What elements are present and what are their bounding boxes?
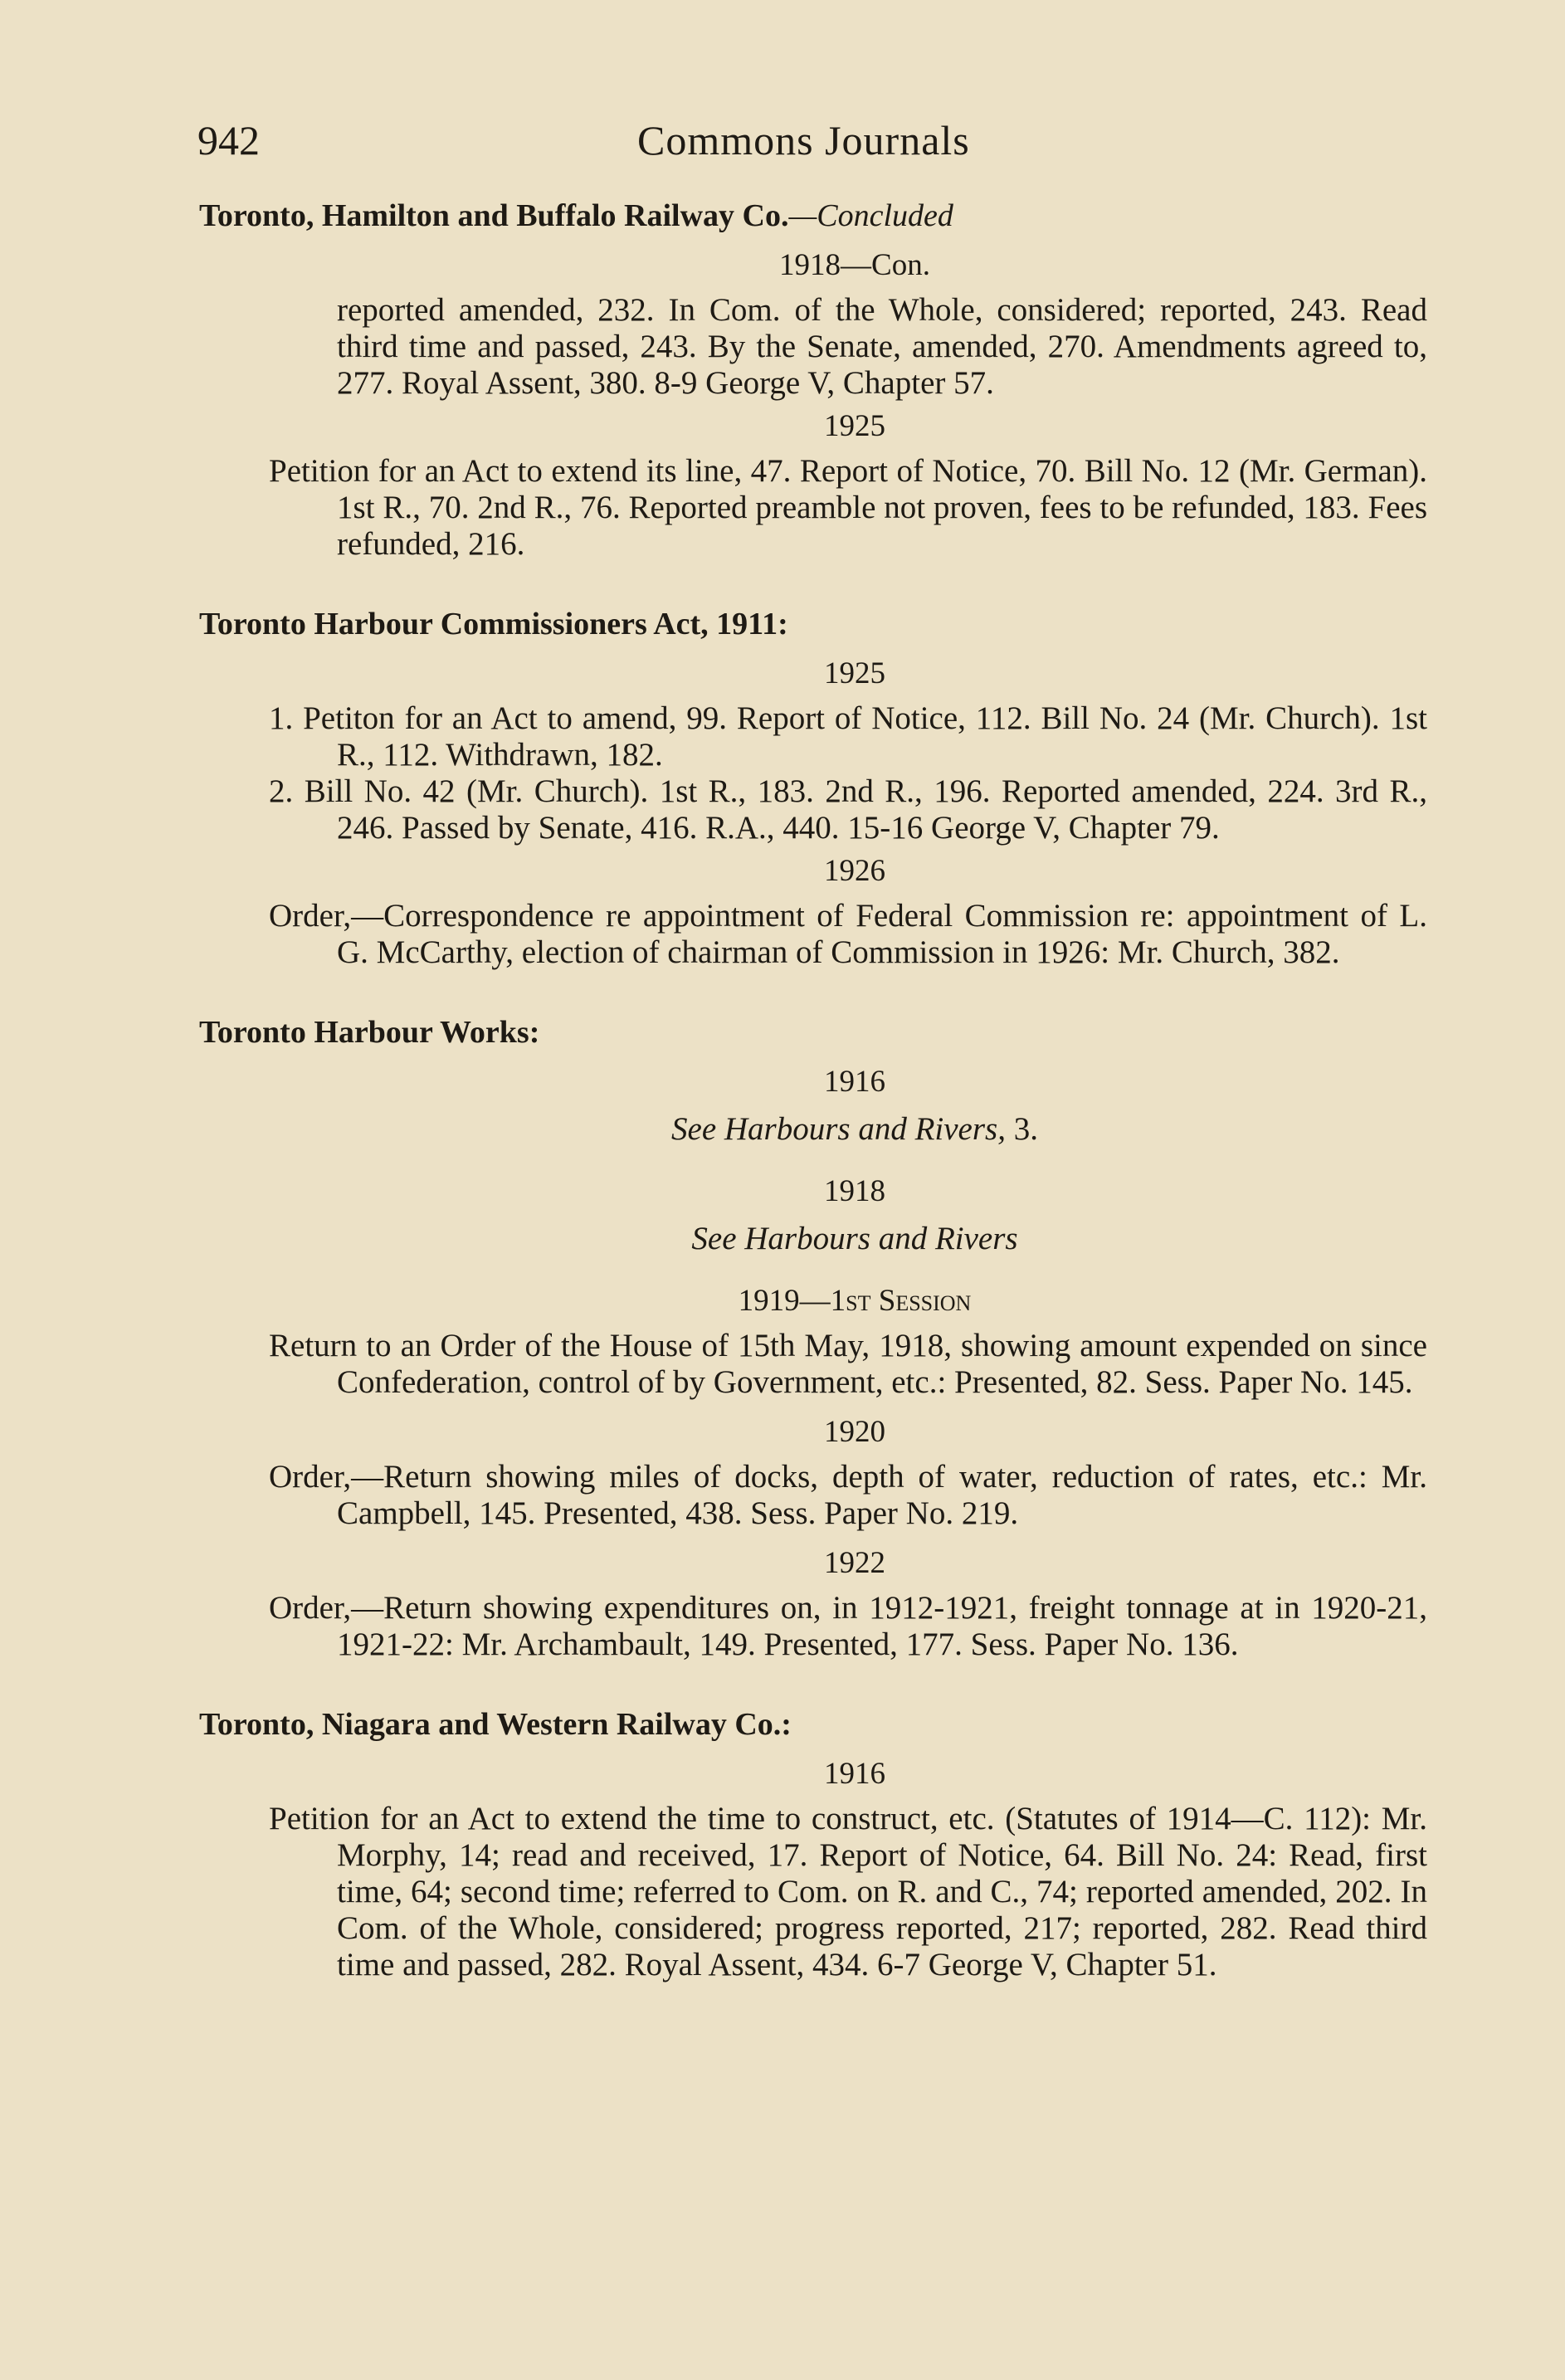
year-label: 1918 <box>824 1174 885 1208</box>
index-section <box>199 1700 1427 1983</box>
index-content <box>199 191 1427 1983</box>
year-label: 1925 <box>824 656 885 690</box>
entry-text: Return to an Order of the House of 15th May, 1918, showing amount expended on since Confederation, control of by Government, etc.: Presented, 82. Sess. Paper No. 145. <box>269 1328 1427 1400</box>
entry-text: Order,—Correspondence re appointment of Federal Commission re: appointment of L. G. McCarthy, election of chairman of Commission in 1926: Mr. Church, 382. <box>269 898 1427 970</box>
page-header <box>197 116 1359 166</box>
section-heading: Toronto Harbour Commissioners Act, 1911: <box>199 607 788 641</box>
year-label: 1918—Con. <box>779 248 930 282</box>
page-number: 942 <box>197 117 260 163</box>
heading-suffix: —Concluded <box>788 198 953 233</box>
entry-text: Petition for an Act to extend the time to construct, etc. (Statutes of 1914—C. 112): Mr. Morphy, 14; read and received, 17. Report of Notice, 64. Bill No. 24: Read, first time, 64; second time; referred to Com. on R. and C., 74; reported amended, 202. In Com. of the Whole, considered; progress reported, 217; reported, 282. Read third time and passed, 282. Royal Assent, 434. 6-7 George V, Chapter 51. <box>269 1801 1427 1983</box>
cross-reference: See Harbours and Rivers, 3. <box>671 1111 1038 1147</box>
year-label: 1919—1st Session <box>738 1284 972 1318</box>
index-section <box>199 191 1427 563</box>
year-label: 1922 <box>824 1546 885 1580</box>
year-label: 1920 <box>824 1415 885 1449</box>
running-title: Commons Journals <box>637 117 970 163</box>
year-label: 1916 <box>824 1757 885 1791</box>
entry-text: 2. Bill No. 42 (Mr. Church). 1st R., 183. 2nd R., 196. Reported amended, 224. 3rd R., 246. Passed by Senate, 416. R.A., 440. 15-16 George V, Chapter 79. <box>269 773 1427 846</box>
entry-text: Order,—Return showing miles of docks, depth of water, reduction of rates, etc.: Mr. Campbell, 145. Presented, 438. Sess. Paper No. 219. <box>269 1459 1427 1531</box>
entry-text: Order,—Return showing expenditures on, in 1912-1921, freight tonnage at in 1920-21, 1921-22: Mr. Archambault, 149. Presented, 177. Sess. Paper No. 136. <box>269 1590 1427 1662</box>
section-heading: Toronto, Niagara and Western Railway Co.: <box>199 1707 792 1742</box>
section-heading: Toronto Harbour Works: <box>199 1015 540 1050</box>
entry-text: Petition for an Act to extend its line, 47. Report of Notice, 70. Bill No. 12 (Mr. German). 1st R., 70. 2nd R., 76. Reported preamble not proven, fees to be refunded, 183. Fees refunded, 216. <box>269 453 1427 562</box>
cross-reference: See Harbours and Rivers <box>691 1221 1018 1256</box>
section-heading: Toronto, Hamilton and Buffalo Railway Co.—Concluded <box>199 198 953 233</box>
entry-text: 1. Petiton for an Act to amend, 99. Report of Notice, 112. Bill No. 24 (Mr. Church). 1st R., 112. Withdrawn, 182. <box>269 700 1427 773</box>
year-label: 1925 <box>824 409 885 443</box>
index-section <box>199 1007 1427 1663</box>
entry-text: reported amended, 232. In Com. of the Whole, considered; reported, 243. Read third time and passed, 243. By the Senate, amended, 270. Amendments agreed to, 277. Royal Assent, 380. 8-9 George V, Chapter 57. <box>337 292 1427 401</box>
year-label: 1916 <box>824 1065 885 1099</box>
index-section <box>199 599 1427 971</box>
year-label: 1926 <box>824 854 885 888</box>
